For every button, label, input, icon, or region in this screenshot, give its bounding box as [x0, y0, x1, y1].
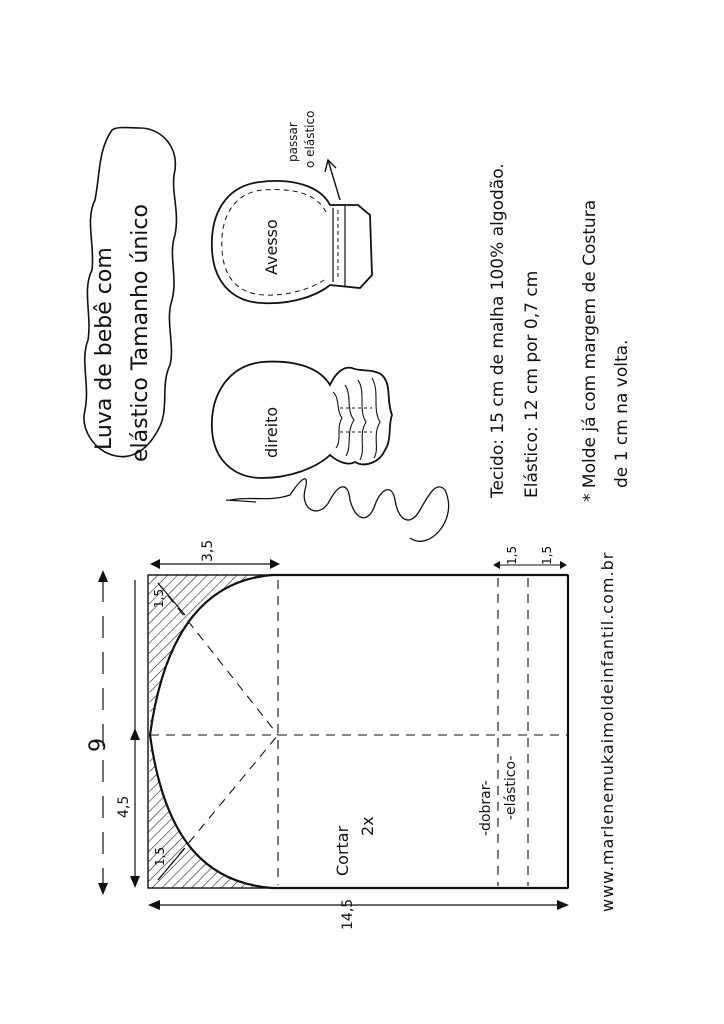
fold-label: -dobrar-	[478, 780, 494, 836]
mitten-direito-illustration	[212, 362, 392, 478]
elastic-band-label: -elástico-	[503, 755, 519, 820]
dim-fold-2: 1,5	[540, 545, 554, 565]
elastic-note-line-2: o elástico	[303, 110, 317, 168]
dim-fold-1: 1,5	[505, 545, 519, 565]
fabric-info: Tecido: 15 cm de malha 100% algodão.	[488, 163, 508, 498]
dim-left: 4,5	[116, 795, 132, 818]
avesso-label: Avesso	[262, 219, 281, 275]
dim-width: 9	[86, 738, 111, 752]
elastic-note-line-1: passar	[286, 122, 300, 162]
seam-note-line-1: * Molde já com margem de Costura	[580, 199, 600, 502]
dim-length: 14,5	[340, 898, 356, 930]
seam-note-line-2: de 1 cm na volta.	[612, 339, 632, 488]
elastic-info: Elástico: 12 cm por 0,7 cm	[522, 270, 542, 498]
title-line-2: elástico Tamanho único	[128, 204, 153, 462]
website-url: www.marlenemukaimoldeinfantil.com.br	[598, 551, 617, 912]
cut-label: Cortar	[333, 825, 352, 876]
dim-diag-bottom: 1,5	[153, 846, 167, 866]
signature-scribble	[230, 479, 449, 541]
mitten-avesso-illustration	[212, 160, 372, 303]
title-line-1: Luva de bebê com	[92, 247, 117, 450]
cut-count-label: 2x	[358, 816, 377, 836]
direito-label: direito	[262, 406, 281, 458]
dim-diag-top: 1,5	[152, 588, 166, 608]
dim-top: 3,5	[200, 539, 216, 562]
